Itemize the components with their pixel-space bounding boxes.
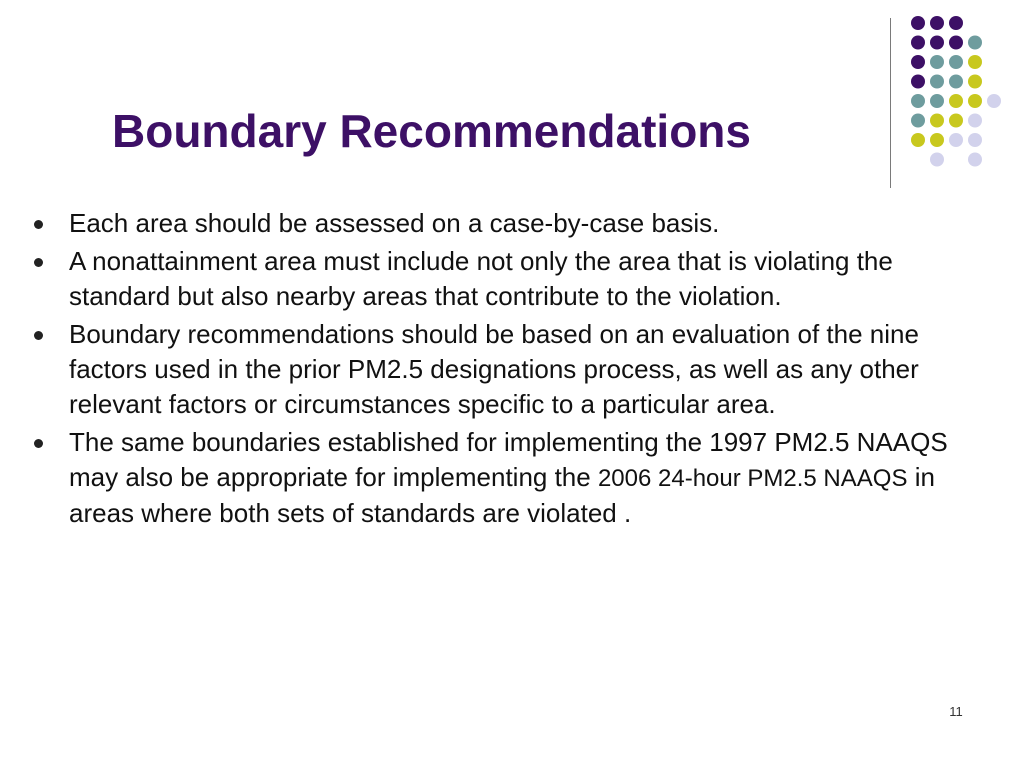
decorative-dot bbox=[911, 36, 925, 50]
decorative-dot bbox=[968, 75, 982, 89]
decorative-dot bbox=[949, 16, 963, 30]
bullet-text: Boundary recommendations should be based on an evaluation of the nine factors used in the prior PM2.5 designations process, as well as any other relevant factors or circumstances specific to a particular area. bbox=[69, 319, 919, 419]
bullet-text-part: in areas where both sets of standards are violated . bbox=[69, 462, 935, 528]
bullet-dot-icon bbox=[34, 439, 43, 448]
decorative-dot bbox=[930, 153, 944, 167]
bullet-dot-icon bbox=[34, 220, 43, 229]
decorative-dot bbox=[949, 55, 963, 69]
bullet-list bbox=[30, 206, 1000, 534]
decorative-dot bbox=[911, 16, 925, 30]
decorative-dot bbox=[911, 55, 925, 69]
bullet-text bbox=[69, 427, 948, 528]
decorative-dot bbox=[930, 55, 944, 69]
bullet-item bbox=[30, 244, 1000, 314]
page-number: 11 bbox=[949, 704, 963, 719]
bullet-text: A nonattainment area must include not only the area that is violating the standard but also nearby areas that contribute to the violation. bbox=[69, 246, 893, 311]
decorative-dot bbox=[911, 133, 925, 147]
decorative-dot bbox=[968, 133, 982, 147]
decorative-dot bbox=[949, 94, 963, 108]
decorative-dot bbox=[930, 36, 944, 50]
decorative-dot-grid bbox=[900, 8, 1010, 178]
decorative-dot bbox=[968, 114, 982, 128]
decorative-dot bbox=[930, 75, 944, 89]
decorative-dot bbox=[949, 36, 963, 50]
bullet-item bbox=[30, 425, 1000, 531]
decorative-dot bbox=[911, 75, 925, 89]
bullet-item bbox=[30, 206, 1000, 241]
decorative-dot bbox=[968, 94, 982, 108]
bullet-item bbox=[30, 317, 1000, 422]
decorative-dot bbox=[968, 55, 982, 69]
bullet-text: Each area should be assessed on a case-by-case basis. bbox=[69, 208, 720, 238]
decorative-dot bbox=[968, 153, 982, 167]
bullet-text-part: The same boundaries established for implementing the 1997 PM2.5 NAAQS may also be appropriate for implementing the bbox=[69, 427, 948, 492]
title-divider-line bbox=[890, 18, 891, 188]
decorative-dot bbox=[930, 133, 944, 147]
bullet-dot-icon bbox=[34, 331, 43, 340]
decorative-dot bbox=[930, 114, 944, 128]
decorative-dot bbox=[949, 133, 963, 147]
decorative-dot bbox=[930, 16, 944, 30]
bullet-dot-icon bbox=[34, 258, 43, 267]
decorative-dot bbox=[930, 94, 944, 108]
bullet-text-part: 2006 24-hour PM2.5 NAAQS bbox=[597, 465, 908, 492]
slide-title: Boundary Recommendations bbox=[112, 105, 751, 157]
decorative-dot bbox=[987, 94, 1001, 108]
decorative-dot bbox=[911, 114, 925, 128]
decorative-dot bbox=[911, 94, 925, 108]
decorative-dot bbox=[949, 114, 963, 128]
decorative-dot bbox=[968, 36, 982, 50]
decorative-dot bbox=[949, 75, 963, 89]
